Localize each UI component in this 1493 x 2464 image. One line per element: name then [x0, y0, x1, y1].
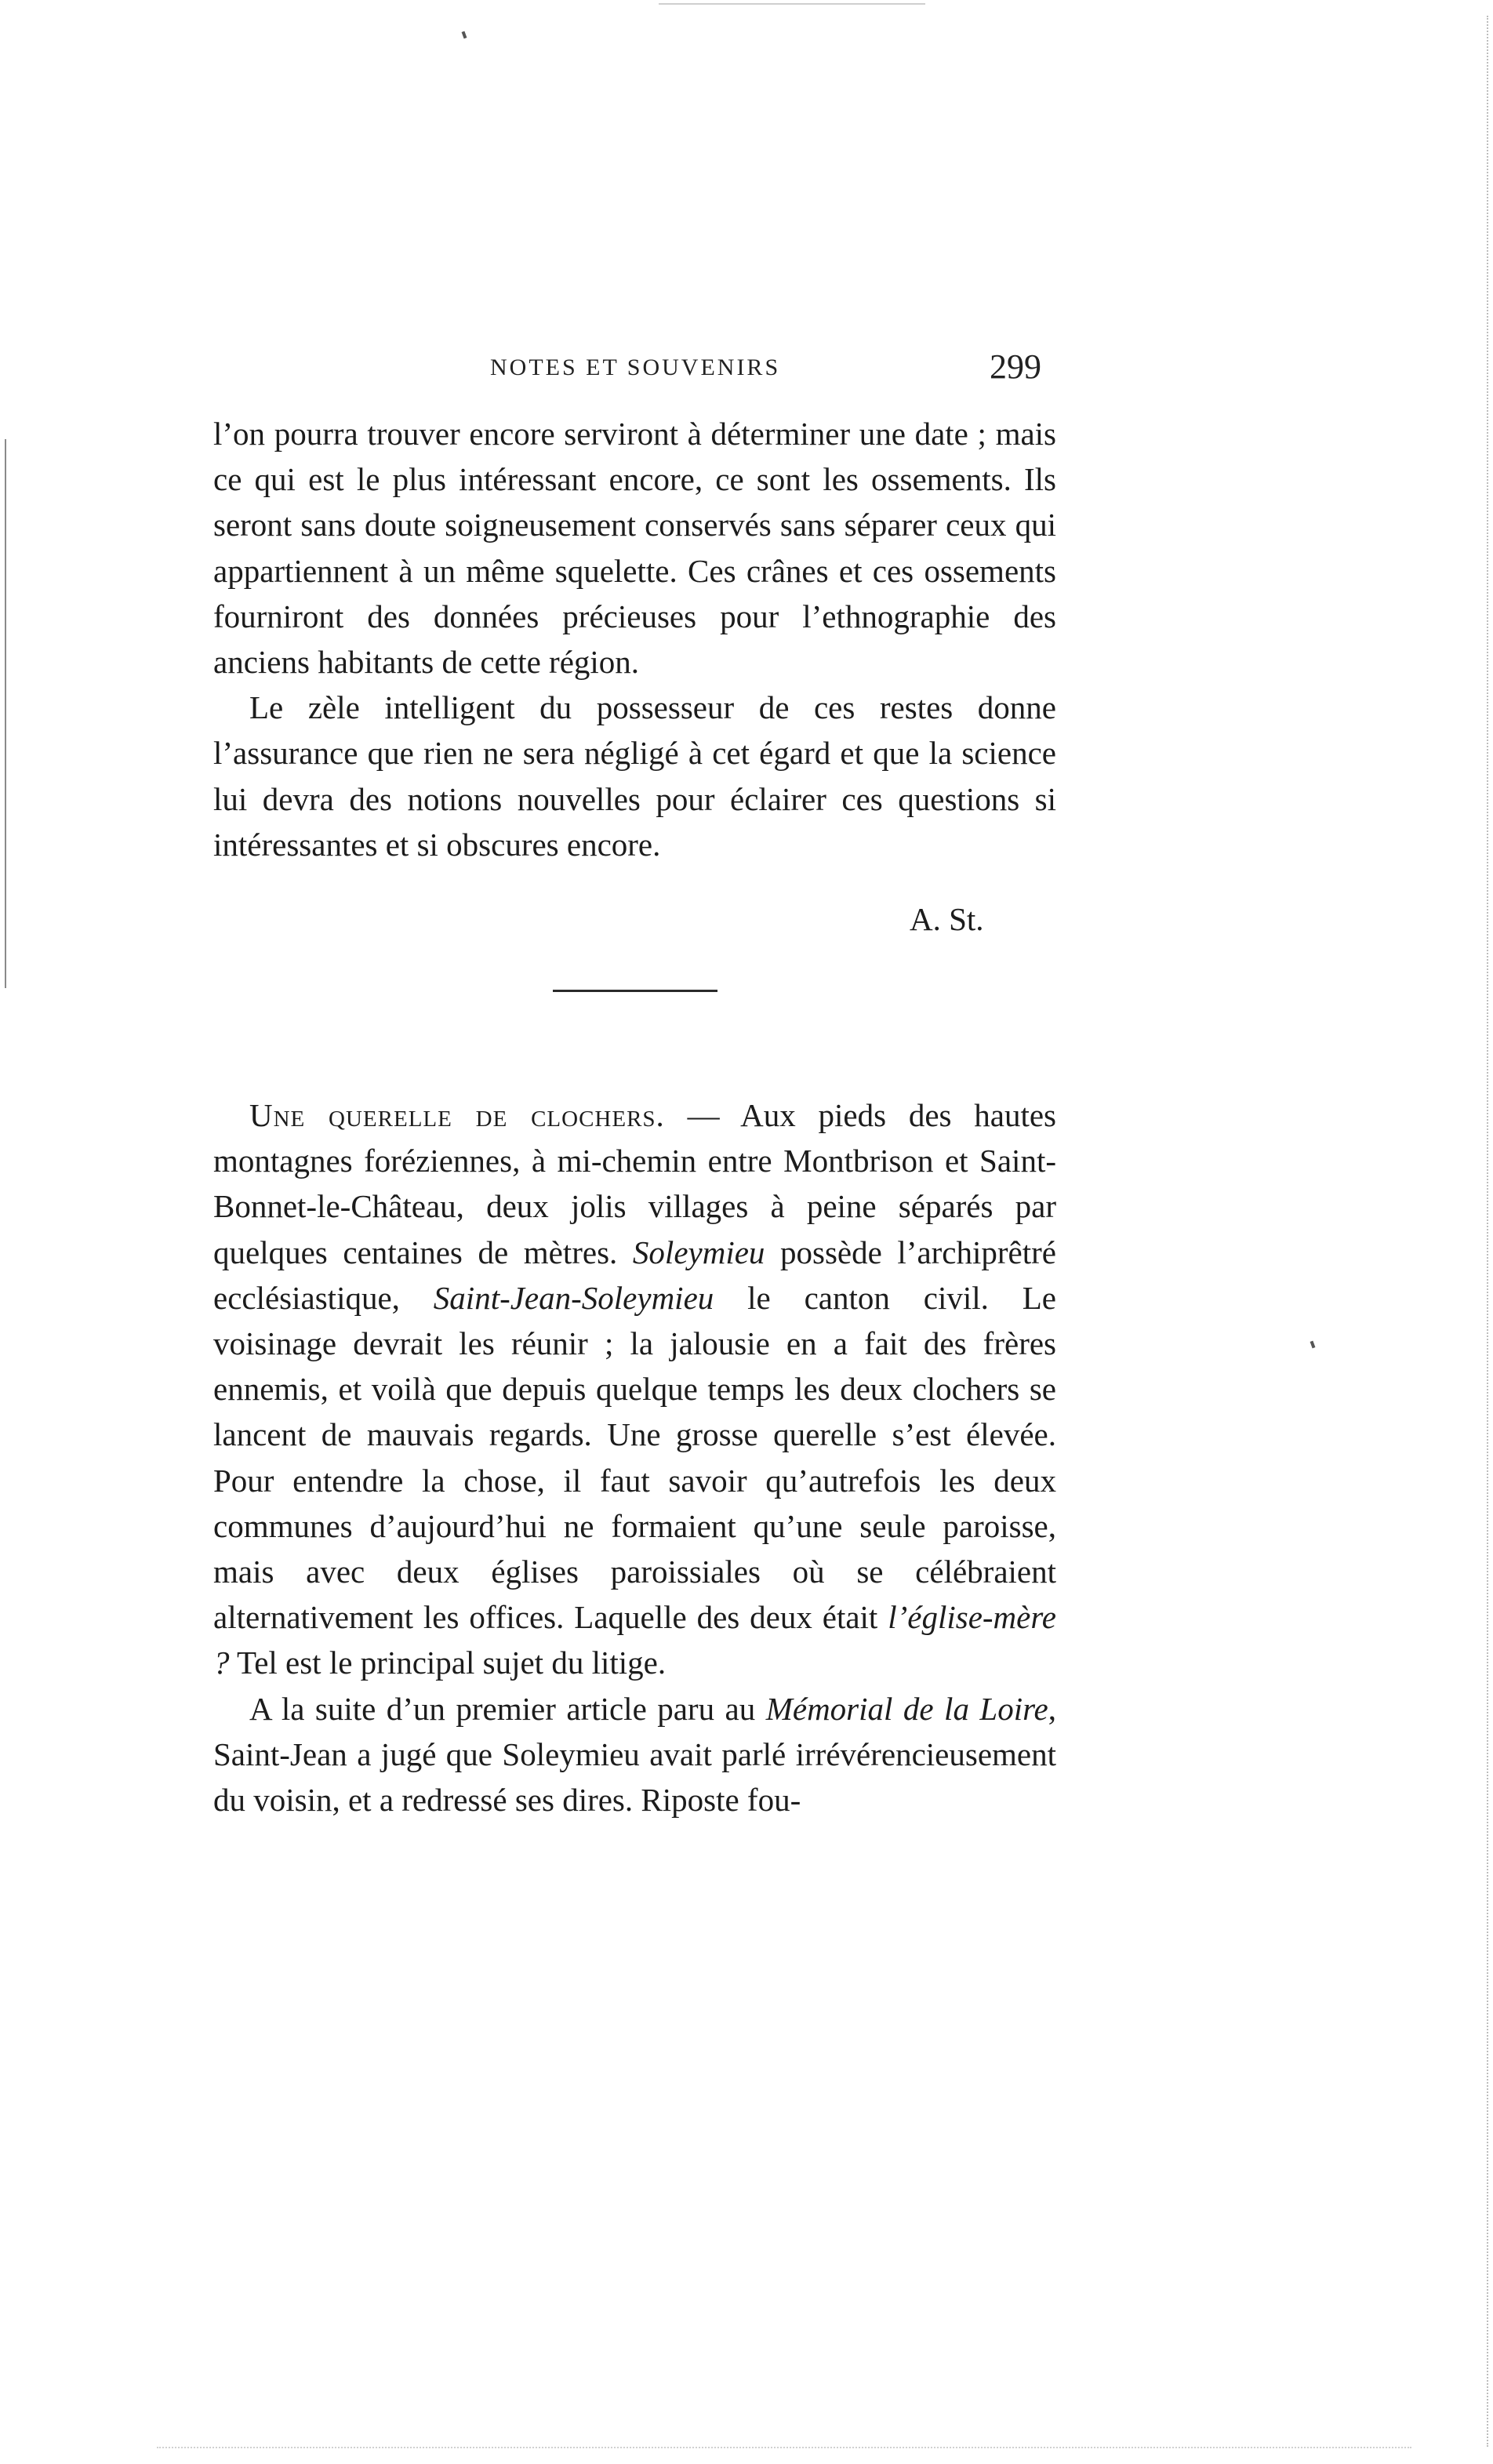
scan-artifact-bottom [157, 2447, 1411, 2450]
text-run: possède l’archiprêtré ecclésiastique, [213, 1234, 1056, 1316]
place-name: Soleymieu [632, 1234, 765, 1270]
section-querelle-clochers [213, 1092, 1056, 1823]
paragraph: Le zèle intelligent du possesseur de ces restes donne l’assurance que rien ne sera négligé à cet égard et que la science lui devra des notions nouvelles pour éclairer ces questions si intéressantes et si obscures encore. [213, 689, 1056, 863]
section-title: Une querelle de clochers. [249, 1097, 665, 1133]
text-run: — Aux pieds des hautes montagnes foréziennes, à mi-chemin entre Montbrison et Saint-Bonnet-le-Château, deux jolis villages à peine séparés par quelques centaines de mètres. [213, 1097, 1056, 1270]
scan-speck [1310, 1341, 1316, 1349]
paragraph: l’on pourra trouver encore serviront à déterminer une date ; mais ce qui est le plus intéressant encore, ce sont les ossements. Ils seront sans doute soigneusement conservés sans séparer ceux qui appartiennent à un même squelette. Ces crânes et ces ossements fourniront des données précieuses pour l’ethnographie des anciens habitants de cette région. [213, 416, 1056, 681]
scan-edge-right [1487, 16, 1488, 2447]
text-run: , Saint-Jean a jugé que Soleymieu avait parlé irrévérencieusement du voisin, et a redressé ses dires. Riposte fou- [213, 1690, 1056, 1819]
running-head: NOTES ET SOUVENIRS [490, 354, 781, 380]
scan-speck [462, 31, 467, 39]
place-name: Saint-Jean-Soleymieu [433, 1279, 714, 1316]
section-divider [553, 990, 717, 992]
text-run: Tel est le principal sujet du litige. [229, 1644, 667, 1681]
text-run: A la suite d’un premier article paru au [249, 1690, 766, 1727]
section-ossements [213, 411, 1056, 867]
scan-edge-left [5, 439, 6, 988]
author-signature: A. St. [910, 901, 984, 937]
scan-artifact-top [659, 3, 925, 5]
publication-title: Mémorial de la Loire [765, 1690, 1048, 1727]
text-run: le canton civil. Le voisinage devrait les réunir ; la jalousie en a fait des frères ennemis, et voilà que depuis quelque temps les deux clochers se lancent de mauvais regards. Une grosse querelle s’est élevée. Pour entendre la chose, il faut savoir qu’autrefois les deux communes d’aujourd’hui ne formaient qu’une seule paroisse, mais avec deux églises paroissiales où se célébraient alternativement les offices. Laquelle des deux était [213, 1279, 1056, 1636]
paragraph [213, 1092, 1056, 1686]
paragraph [213, 1686, 1056, 1823]
emphasis: l’église-mère ? [213, 1599, 1056, 1681]
page-number: 299 [990, 347, 1041, 386]
